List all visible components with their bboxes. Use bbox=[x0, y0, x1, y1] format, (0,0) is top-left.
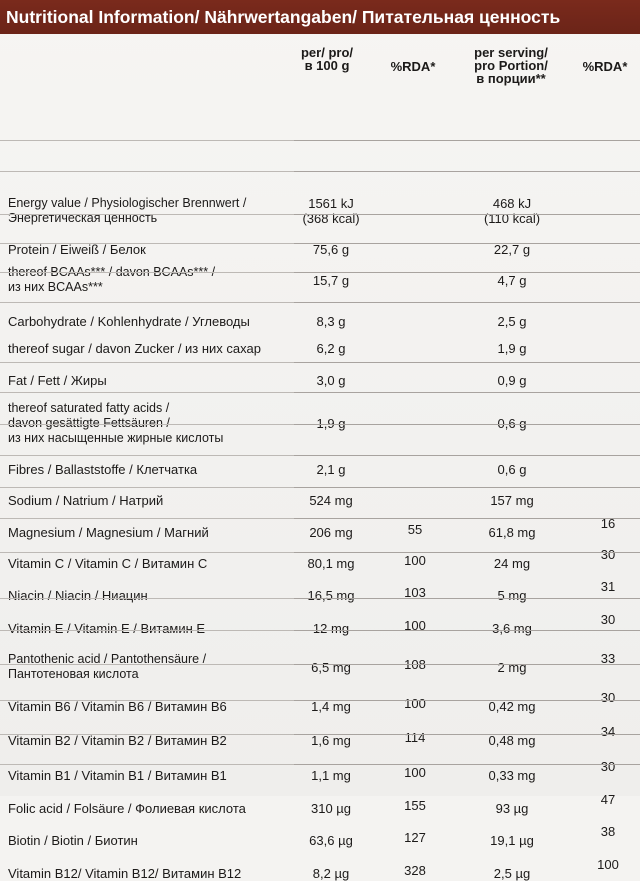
row-divider-values bbox=[294, 455, 640, 456]
value-per-100g: 75,6 g bbox=[312, 241, 350, 257]
rda-per-serving: 33 bbox=[600, 650, 616, 666]
rda-per-100g: 100 bbox=[404, 617, 426, 633]
rda-per-100g: 155 bbox=[404, 797, 426, 813]
value-per-serving: 0,42 mg bbox=[488, 698, 536, 714]
row-divider bbox=[0, 630, 640, 631]
nutrient-label: Niacin / Niacin / Ниацин bbox=[8, 587, 148, 603]
rda-per-100g: 108 bbox=[404, 656, 426, 672]
row-divider bbox=[0, 734, 640, 735]
nutrient-label: thereof sugar / davon Zucker / из них сахар bbox=[8, 340, 261, 356]
row-divider-values bbox=[294, 552, 640, 553]
row-divider bbox=[0, 243, 640, 244]
nutrient-label: Fat / Fett / Жиры bbox=[8, 372, 107, 388]
value-per-100g: 206 mg bbox=[309, 524, 353, 540]
row-divider bbox=[0, 664, 640, 665]
value-per-serving: 24 mg bbox=[493, 555, 531, 571]
nutrient-label: thereof BCAAs*** / davon BCAAs*** / из них BCAAs*** bbox=[8, 265, 216, 294]
rda-per-100g: 114 bbox=[404, 729, 426, 745]
value-per-100g: 6,2 g bbox=[316, 340, 346, 356]
rda-per-serving: 38 bbox=[600, 823, 616, 839]
value-per-serving: 157 mg bbox=[490, 492, 534, 508]
row-divider-values bbox=[294, 630, 640, 631]
value-per-100g: 63,6 µg bbox=[309, 832, 353, 848]
row-divider-values bbox=[294, 140, 640, 141]
row-divider bbox=[0, 140, 640, 141]
value-per-serving: 468 kJ (110 kcal) bbox=[483, 196, 541, 226]
value-per-100g: 524 mg bbox=[309, 492, 353, 508]
rda-per-100g: 100 bbox=[404, 695, 426, 711]
row-divider bbox=[0, 214, 640, 215]
value-per-serving: 3,6 mg bbox=[492, 620, 532, 636]
rda-per-serving: 31 bbox=[600, 578, 616, 594]
nutrient-label: Magnesium / Magnesium / Магний bbox=[8, 524, 209, 540]
value-per-100g: 12 mg bbox=[312, 620, 350, 636]
row-divider-values bbox=[294, 487, 640, 488]
value-per-serving: 0,6 g bbox=[497, 415, 527, 431]
row-divider-values bbox=[294, 243, 640, 244]
nutrient-label: Vitamin B6 / Vitamin B6 / Витамин B6 bbox=[8, 698, 227, 714]
rda-per-100g: 100 bbox=[404, 552, 426, 568]
nutrient-label: Vitamin B2 / Vitamin B2 / Витамин B2 bbox=[8, 732, 227, 748]
rda-per-100g: 103 bbox=[404, 584, 426, 600]
row-divider bbox=[0, 362, 640, 363]
row-divider-values bbox=[294, 664, 640, 665]
column-rda-serving: %RDA* bbox=[582, 59, 628, 74]
rda-per-serving: 30 bbox=[600, 611, 616, 627]
row-divider bbox=[0, 424, 640, 425]
value-per-serving: 1,9 g bbox=[497, 340, 527, 356]
value-per-100g: 6,5 mg bbox=[311, 659, 351, 675]
nutrient-label: Vitamin B12/ Vitamin B12/ Витамин B12 bbox=[8, 865, 242, 881]
column-per-serving: per serving/ pro Portion/ в порции** bbox=[474, 45, 548, 86]
value-per-serving: 19,1 µg bbox=[490, 832, 534, 848]
row-divider-values bbox=[294, 700, 640, 701]
value-per-100g: 80,1 mg bbox=[307, 555, 355, 571]
row-divider-values bbox=[294, 392, 640, 393]
value-per-100g: 1,1 mg bbox=[311, 767, 351, 783]
row-divider bbox=[0, 272, 640, 273]
column-rda-100g: %RDA* bbox=[390, 59, 436, 74]
rda-per-100g: 55 bbox=[407, 521, 423, 537]
rda-per-serving: 30 bbox=[600, 758, 616, 774]
value-per-serving: 22,7 g bbox=[493, 241, 531, 257]
value-per-serving: 61,8 mg bbox=[488, 524, 536, 540]
nutrient-label: Energy value / Physiologischer Brennwert / Энергетическая ценность bbox=[8, 196, 247, 225]
row-divider bbox=[0, 455, 640, 456]
value-per-serving: 0,48 mg bbox=[488, 732, 536, 748]
row-divider-values bbox=[294, 764, 640, 765]
row-divider bbox=[0, 392, 640, 393]
value-per-100g: 8,2 µg bbox=[312, 865, 350, 881]
nutrient-label: Biotin / Biotin / Биотин bbox=[8, 832, 138, 848]
value-per-serving: 0,9 g bbox=[497, 372, 527, 388]
row-divider-values bbox=[294, 171, 640, 172]
nutrient-label: Vitamin E / Vitamin E / Витамин E bbox=[8, 620, 206, 636]
value-per-serving: 2,5 g bbox=[497, 313, 527, 329]
value-per-100g: 2,1 g bbox=[316, 461, 346, 477]
value-per-serving: 4,7 g bbox=[497, 272, 527, 288]
rda-per-serving: 34 bbox=[600, 723, 616, 739]
row-divider bbox=[0, 487, 640, 488]
nutrient-label: Vitamin C / Vitamin C / Витамин C bbox=[8, 555, 208, 571]
value-per-serving: 2,5 µg bbox=[493, 865, 531, 881]
row-divider-values bbox=[294, 302, 640, 303]
row-divider bbox=[0, 700, 640, 701]
row-divider-values bbox=[294, 734, 640, 735]
value-per-serving: 93 µg bbox=[495, 800, 529, 816]
rda-per-serving: 16 bbox=[600, 515, 616, 531]
value-per-100g: 1561 kJ (368 kcal) bbox=[302, 196, 360, 226]
nutrient-label: Folic acid / Folsäure / Фолиевая кислота bbox=[8, 800, 246, 816]
value-per-serving: 0,33 mg bbox=[488, 767, 536, 783]
value-per-100g: 1,4 mg bbox=[311, 698, 351, 714]
rda-per-serving: 30 bbox=[600, 546, 616, 562]
row-divider bbox=[0, 171, 640, 172]
row-divider-values bbox=[294, 214, 640, 215]
value-per-serving: 0,6 g bbox=[497, 461, 527, 477]
column-per-100g: per/ pro/ в 100 g bbox=[300, 45, 353, 73]
table-title: Nutritional Information/ Nährwertangaben/ Питательная ценность bbox=[0, 0, 640, 34]
nutrient-label: Carbohydrate / Kohlenhydrate / Углеводы bbox=[8, 313, 250, 329]
value-per-100g: 16,5 mg bbox=[307, 587, 355, 603]
nutrient-label: Protein / Eiweiß / Белок bbox=[8, 241, 146, 257]
value-per-serving: 2 mg bbox=[497, 659, 527, 675]
value-per-100g: 1,9 g bbox=[316, 415, 346, 431]
row-divider-values bbox=[294, 272, 640, 273]
value-per-100g: 15,7 g bbox=[312, 272, 350, 288]
rda-per-100g: 328 bbox=[404, 862, 426, 878]
rda-per-100g: 127 bbox=[404, 829, 426, 845]
value-per-serving: 5 mg bbox=[497, 587, 527, 603]
row-divider bbox=[0, 552, 640, 553]
row-divider-values bbox=[294, 362, 640, 363]
row-divider bbox=[0, 518, 640, 519]
row-divider-values bbox=[294, 424, 640, 425]
nutrient-label: thereof saturated fatty acids / davon gesättigte Fettsäuren / из них насыщенные жирные кислоты bbox=[8, 400, 224, 445]
row-divider bbox=[0, 598, 640, 599]
row-divider-values bbox=[294, 598, 640, 599]
value-per-100g: 8,3 g bbox=[316, 313, 346, 329]
value-per-100g: 310 µg bbox=[310, 800, 352, 816]
nutrient-label: Sodium / Natrium / Натрий bbox=[8, 492, 164, 508]
column-headers bbox=[0, 34, 640, 92]
value-per-100g: 1,6 mg bbox=[311, 732, 351, 748]
rda-per-serving: 30 bbox=[600, 689, 616, 705]
row-divider-values bbox=[294, 518, 640, 519]
nutrient-label: Pantothenic acid / Pantothensäure / Пантотеновая кислота bbox=[8, 652, 207, 681]
nutrient-label: Vitamin B1 / Vitamin B1 / Витамин B1 bbox=[8, 767, 227, 783]
nutrient-label: Fibres / Ballaststoffe / Клетчатка bbox=[8, 461, 198, 477]
rda-per-100g: 100 bbox=[404, 764, 426, 780]
value-per-100g: 3,0 g bbox=[316, 372, 346, 388]
row-divider bbox=[0, 764, 640, 765]
rda-per-serving: 47 bbox=[600, 791, 616, 807]
row-divider bbox=[0, 302, 640, 303]
rda-per-serving: 100 bbox=[597, 856, 619, 872]
